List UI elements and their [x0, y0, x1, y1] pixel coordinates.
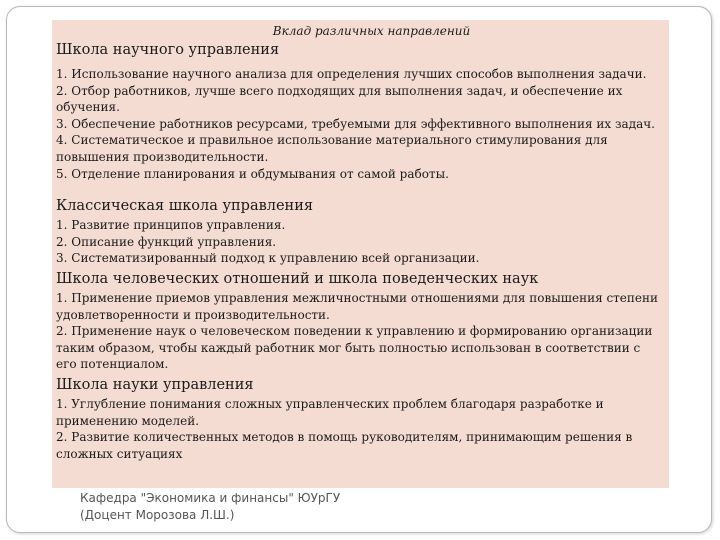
section-heading: Классическая школа управления [56, 198, 314, 215]
list-item: 1. Использование научного анализа для определения лучших способов выполнения задачи. [56, 67, 647, 81]
list-item: 2. Отбор работников, лучше всего подходящих для выполнения задач, и обеспечение их обучения. [56, 83, 623, 115]
section-heading: Школа научного управления [56, 42, 280, 58]
list-item: 1. Углубление понимания сложных управленческих проблем благодаря разработке и применению моделей. [56, 396, 604, 428]
section-management-science [56, 376, 663, 462]
section-classical-school [56, 197, 663, 267]
list-item: 4. Систематическое и правильное использование материального стимулирования для повышения производительности. [56, 133, 608, 164]
section-human-relations [56, 270, 663, 373]
list-item: 5. Отделение планирования и обдумывания от самой работы. [56, 166, 449, 181]
section-heading: Школа человеческих отношений и школа поведенческих наук [56, 270, 539, 287]
list-item: 1. Развитие принципов управления. [56, 218, 286, 233]
list-item: 2. Применение наук о человеческом поведении к управлению и формированию организации таким образом, чтобы каждый работник мог быть полностью использован в соответствии с его потенциалом. [56, 324, 653, 372]
list-item: 2. Описание функций управления. [56, 234, 277, 249]
slide-title: Вклад различных направлений [272, 24, 471, 38]
section-heading: Школа науки управления [56, 376, 254, 393]
list-item: 2. Развитие количественных методов в помощь руководителям, принимающим решения в сложных ситуациях [56, 430, 633, 461]
section-scientific-management [56, 41, 663, 182]
footer-author: (Доцент Морозова Л.Ш.) [80, 508, 235, 522]
slide [6, 6, 712, 533]
list-item: 3. Обеспечение работников ресурсами, требуемыми для эффективного выполнения их задач. [56, 116, 655, 131]
footer-department: Кафедра "Экономика и финансы" ЮУрГУ [80, 491, 341, 505]
list-item: 3. Систематизированный подход к управлению всей организации. [56, 251, 480, 266]
content-panel [52, 20, 669, 488]
footer [80, 490, 340, 524]
list-item: 1. Применение приемов управления межличностными отношениями для повышения степени удовлетворенности и производительности. [56, 290, 659, 322]
